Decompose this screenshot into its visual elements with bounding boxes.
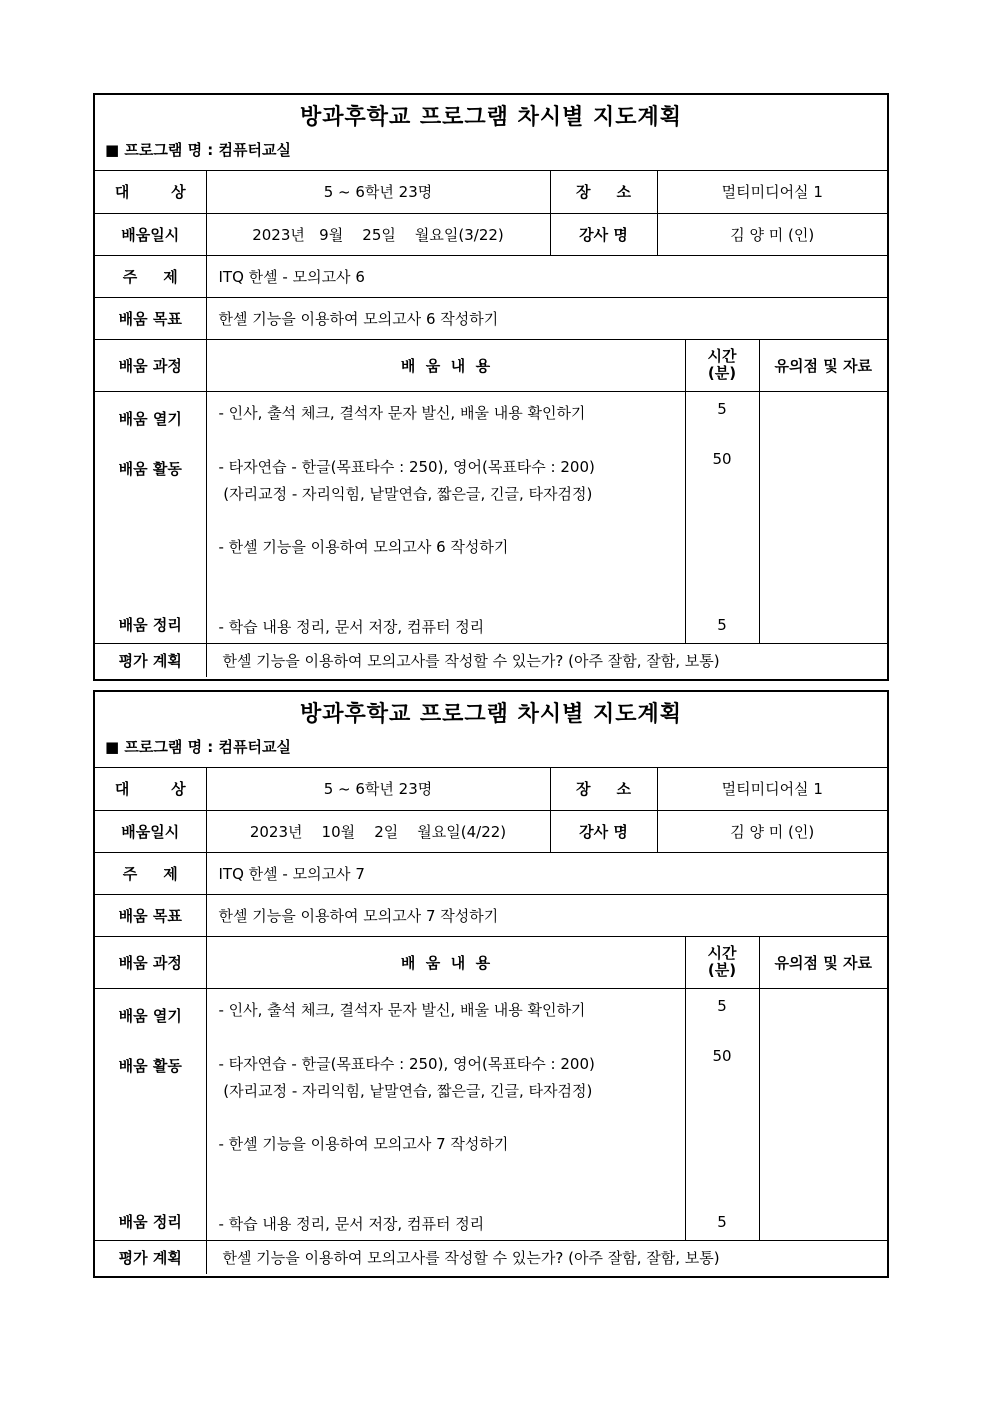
time-value: 50 xyxy=(712,1046,732,1065)
step-close: 배움 정리 xyxy=(118,615,182,634)
step-open: 배움 열기 xyxy=(118,409,182,428)
plan-table xyxy=(95,768,887,1274)
eval-value: 한셀 기능을 이용하여 모의고사를 작성할 수 있는가? (아주 잘함, 잘함, 보통) xyxy=(206,643,887,677)
teacher-label: 강사 명 xyxy=(550,213,657,255)
teacher-value: 김 양 미 (인) xyxy=(657,213,887,255)
step-open: 배움 열기 xyxy=(118,1006,182,1025)
content-line: - 타자연습 - 한글(목표타수 : 250), 영어(목표타수 : 200) xyxy=(218,1054,595,1073)
target-label: 대 상 xyxy=(95,171,206,213)
lesson-content xyxy=(206,391,685,643)
time-value: 5 xyxy=(717,615,727,634)
process-header: 배움 과정 xyxy=(95,339,206,391)
step-activity: 배움 활동 xyxy=(118,459,182,478)
place-label: 장 소 xyxy=(550,171,657,213)
step-close: 배움 정리 xyxy=(118,1212,182,1231)
target-value: 5 ~ 6학년 23명 xyxy=(206,768,550,810)
topic-value: ITQ 한셀 - 모의고사 6 xyxy=(206,255,887,297)
notes-header: 유의점 및 자료 xyxy=(759,936,887,988)
notes-cell xyxy=(759,988,887,1240)
process-steps xyxy=(95,391,206,643)
date-label: 배움일시 xyxy=(95,810,206,852)
goal-label: 배움 목표 xyxy=(95,894,206,936)
plan-title: 방과후학교 프로그램 차시별 지도계획 xyxy=(299,701,682,727)
step-activity: 배움 활동 xyxy=(118,1056,182,1075)
place-label: 장 소 xyxy=(550,768,657,810)
date-label: 배움일시 xyxy=(95,213,206,255)
place-value: 멀티미디어실 1 xyxy=(657,171,887,213)
topic-value: ITQ 한셀 - 모의고사 7 xyxy=(206,852,887,894)
time-value: 5 xyxy=(717,399,727,418)
time-header: 시간 (분) xyxy=(685,339,759,391)
teacher-value: 김 양 미 (인) xyxy=(657,810,887,852)
notes-header: 유의점 및 자료 xyxy=(759,339,887,391)
content-header: 배 움 내 용 xyxy=(206,936,685,988)
content-line: - 인사, 출석 체크, 결석자 문자 발신, 배울 내용 확인하기 xyxy=(218,403,586,422)
lesson-plan-1 xyxy=(93,93,889,681)
teacher-label: 강사 명 xyxy=(550,810,657,852)
content-line: - 타자연습 - 한글(목표타수 : 250), 영어(목표타수 : 200) xyxy=(218,457,595,476)
content-line: - 학습 내용 정리, 문서 저장, 컴퓨터 정리 xyxy=(218,617,485,636)
content-line: (자리교정 - 자리익힘, 낱말연습, 짧은글, 긴글, 타자검정) xyxy=(218,484,593,503)
date-value: 2023년 10월 2일 월요일(4/22) xyxy=(206,810,550,852)
lesson-plan-2 xyxy=(93,690,889,1278)
date-value: 2023년 9월 25일 월요일(3/22) xyxy=(206,213,550,255)
program-name: ■ 프로그램 명 : 컴퓨터교실 xyxy=(95,732,887,768)
target-value: 5 ~ 6학년 23명 xyxy=(206,171,550,213)
content-line: (자리교정 - 자리익힘, 낱말연습, 짧은글, 긴글, 타자검정) xyxy=(218,1081,593,1100)
goal-value: 한셀 기능을 이용하여 모의고사 6 작성하기 xyxy=(206,297,887,339)
program-name: ■ 프로그램 명 : 컴퓨터교실 xyxy=(95,135,887,171)
process-header: 배움 과정 xyxy=(95,936,206,988)
content-line: - 학습 내용 정리, 문서 저장, 컴퓨터 정리 xyxy=(218,1214,485,1233)
time-header: 시간 (분) xyxy=(685,936,759,988)
place-value: 멀티미디어실 1 xyxy=(657,768,887,810)
time-column xyxy=(685,988,759,1240)
process-steps xyxy=(95,988,206,1240)
content-line: - 인사, 출석 체크, 결석자 문자 발신, 배울 내용 확인하기 xyxy=(218,1000,586,1019)
time-value: 5 xyxy=(717,1212,727,1231)
plan-title: 방과후학교 프로그램 차시별 지도계획 xyxy=(299,104,682,130)
time-value: 50 xyxy=(712,449,732,468)
goal-label: 배움 목표 xyxy=(95,297,206,339)
notes-cell xyxy=(759,391,887,643)
topic-label: 주 제 xyxy=(95,852,206,894)
topic-label: 주 제 xyxy=(95,255,206,297)
target-label: 대 상 xyxy=(95,768,206,810)
plan-table xyxy=(95,171,887,677)
content-line: - 한셀 기능을 이용하여 모의고사 7 작성하기 xyxy=(218,1134,509,1153)
content-header: 배 움 내 용 xyxy=(206,339,685,391)
eval-value: 한셀 기능을 이용하여 모의고사를 작성할 수 있는가? (아주 잘함, 잘함, 보통) xyxy=(206,1240,887,1274)
time-column xyxy=(685,391,759,643)
eval-label: 평가 계획 xyxy=(95,643,206,677)
goal-value: 한셀 기능을 이용하여 모의고사 7 작성하기 xyxy=(206,894,887,936)
lesson-content xyxy=(206,988,685,1240)
time-value: 5 xyxy=(717,996,727,1015)
content-line: - 한셀 기능을 이용하여 모의고사 6 작성하기 xyxy=(218,537,509,556)
eval-label: 평가 계획 xyxy=(95,1240,206,1274)
